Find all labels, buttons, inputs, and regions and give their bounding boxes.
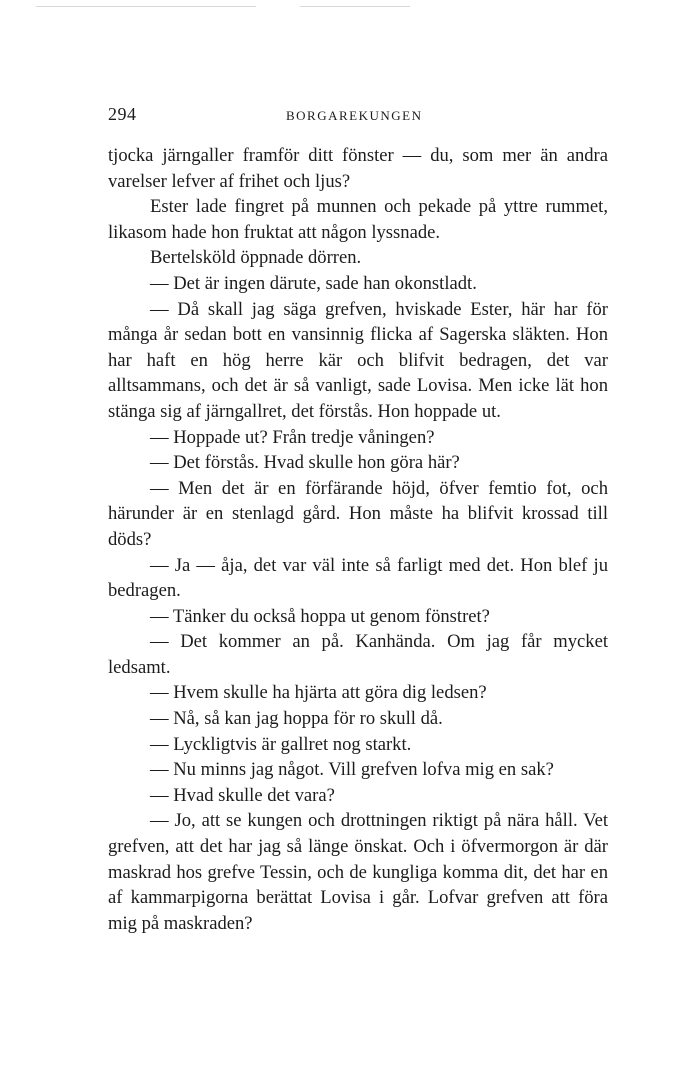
scan-edge-mark xyxy=(300,6,410,7)
paragraph: — Det förstås. Hvad skulle hon göra här? xyxy=(150,452,460,474)
paragraph: Bertelsköld öppnade dörren. xyxy=(150,247,362,269)
paragraph: — Hoppade ut? Från tredje våningen? xyxy=(150,426,435,448)
paragraph: — Tänker du också hoppa ut genom fönstret? xyxy=(150,605,490,627)
body-text xyxy=(108,143,608,936)
paragraph: Ester lade fingret på munnen och pekade på yttre rummet, likasom hade hon fruktat att någon lyssnade. xyxy=(108,196,608,243)
paragraph: — Då skall jag säga grefven, hviskade Ester, här har för många år sedan bott en vansinnig flicka af Sagerska släkten. Hon har haft en hög herre kär och blifvit bedragen, det var alltsammans, och det är så vanligt, sade Lovisa. Men icke lät hon stänga sig af järngallret, det förstås. Hon hoppade ut. xyxy=(108,298,608,422)
running-title: BORGAREKUNGEN xyxy=(286,108,423,123)
page-number: 294 xyxy=(108,104,137,124)
paragraph: — Det är ingen därute, sade han okonstladt. xyxy=(150,272,477,294)
paragraph: — Hvem skulle ha hjärta att göra dig ledsen? xyxy=(150,682,487,704)
paragraph: — Ja — åja, det var väl inte så farligt med det. Hon blef ju bedragen. xyxy=(108,554,608,602)
paragraph: — Jo, att se kungen och drottningen riktigt på nära håll. Vet grefven, att det har jag så länge önskat. Och i öfvermorgon är där maskrad hos grefve Tessin, och de kungliga komma dit, det har en af kammarpigorna berättat Lovisa i går. Lofvar grefven att föra mig på maskraden? xyxy=(108,810,608,934)
paragraph: — Det kommer an på. Kanhända. Om jag får mycket ledsamt. xyxy=(108,631,608,678)
paragraph: — Nå, så kan jag hoppa för ro skull då. xyxy=(150,708,443,730)
paragraph: — Nu minns jag något. Vill grefven lofva mig en sak? xyxy=(150,759,554,781)
paragraph: — Men det är en förfärande höjd, öfver femtio fot, och härunder är en stenlagd gård. Hon måste ha blifvit krossad till döds? xyxy=(108,477,608,550)
paragraph: — Hvad skulle det vara? xyxy=(150,784,335,806)
paragraph: tjocka järngaller framför ditt fönster — du, som mer än andra varelser lefver af frihet och ljus? xyxy=(108,145,608,192)
paragraph: — Lyckligtvis är gallret nog starkt. xyxy=(150,733,412,755)
page-header xyxy=(108,104,608,128)
scan-edge-mark xyxy=(36,6,256,7)
